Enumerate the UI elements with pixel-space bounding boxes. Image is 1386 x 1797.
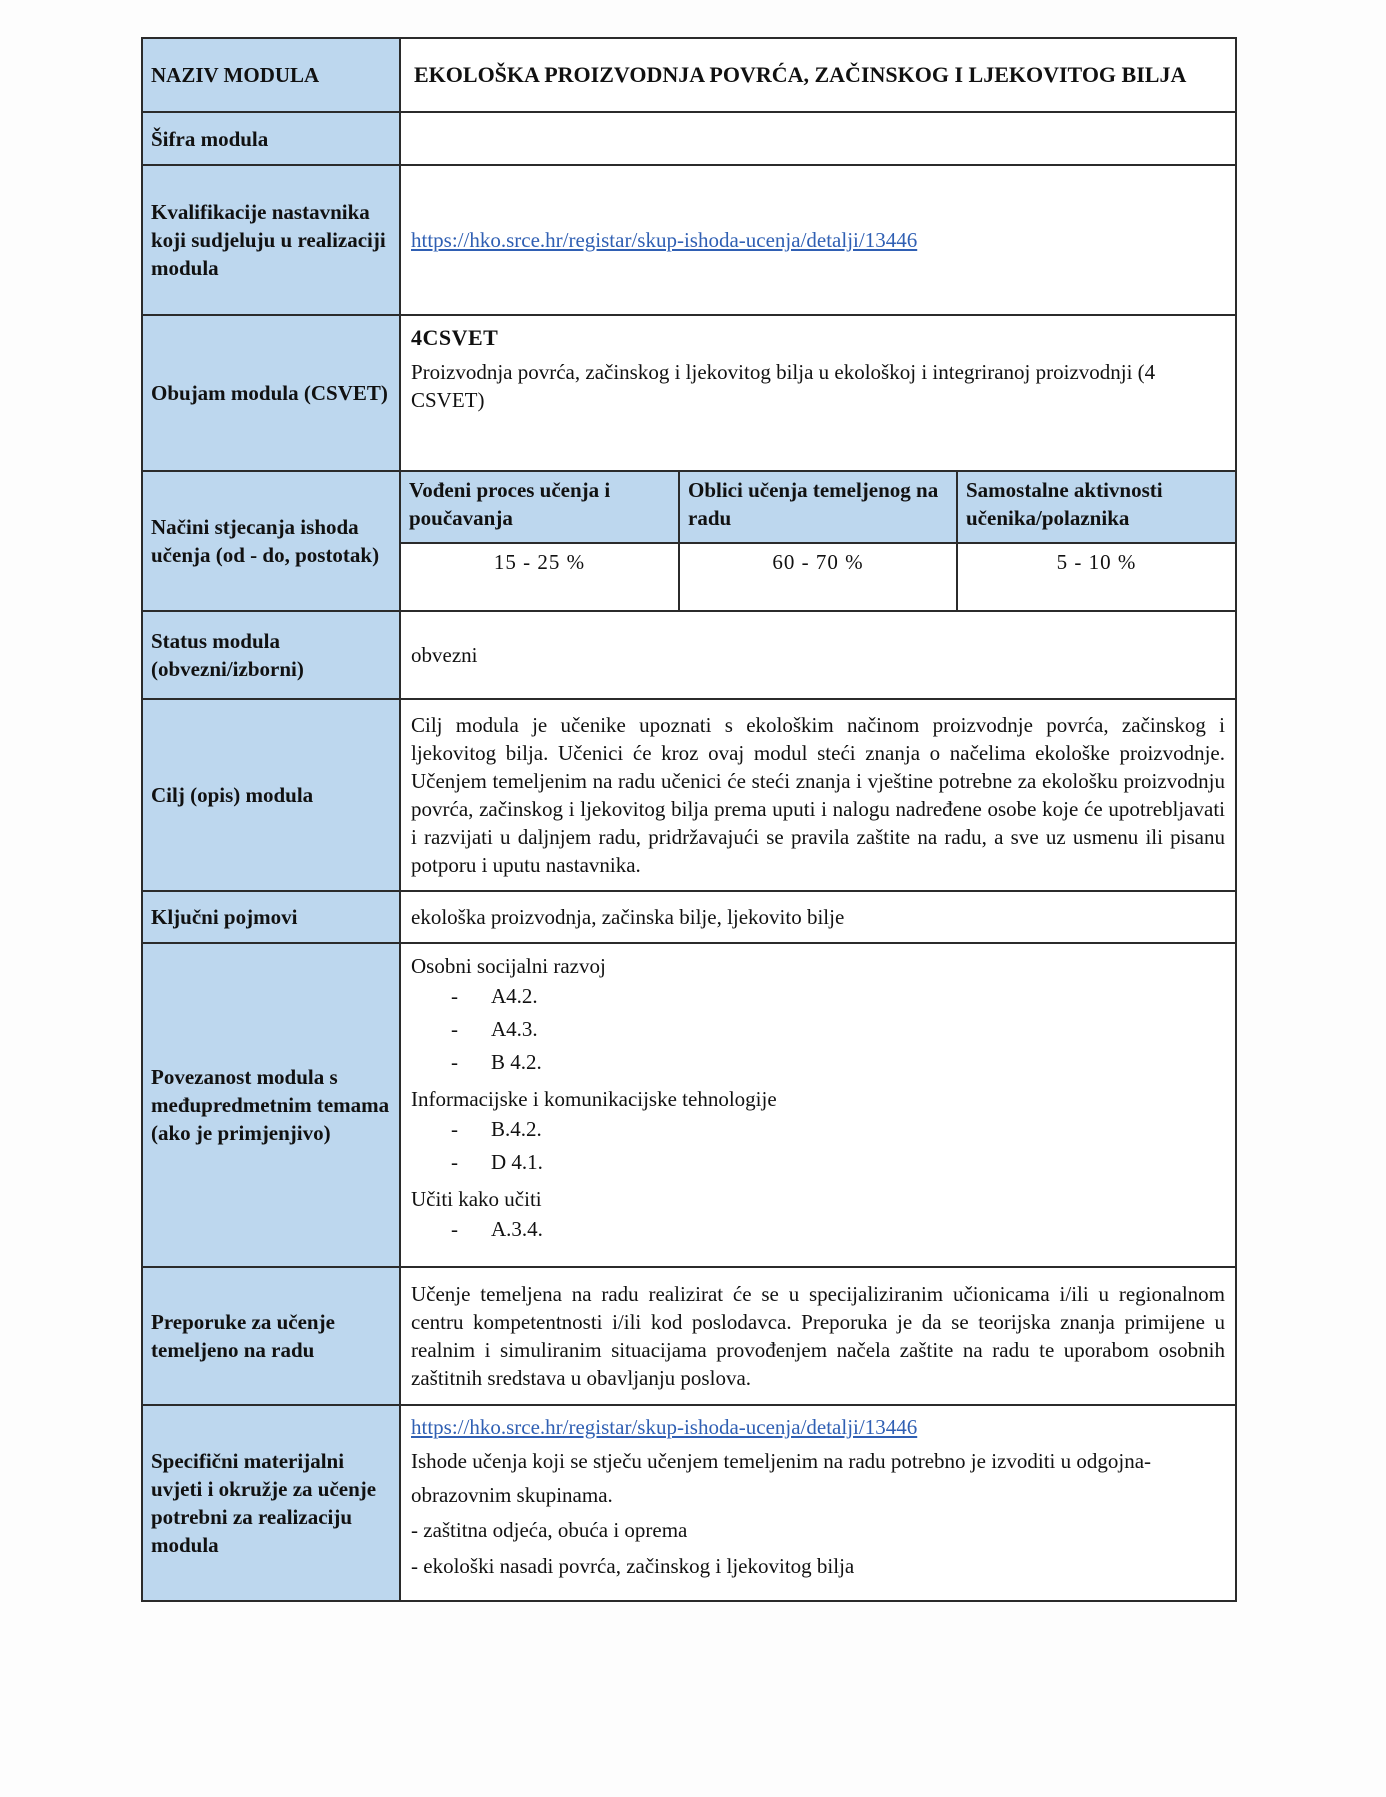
topic-title: Informacijske i komunikacijske tehnologije xyxy=(411,1087,777,1111)
dash-bullet-icon: - xyxy=(451,1017,458,1041)
list-item: - zaštitna odjeća, obuća i oprema xyxy=(411,1518,688,1542)
nacini-value: 5 - 10 % xyxy=(957,543,1235,610)
list-item: - ekološki nasadi povrća, začinskog i ljekovitog bilja xyxy=(411,1554,855,1578)
label-naziv-modula: NAZIV MODULA xyxy=(142,38,400,112)
row-kljucni-pojmovi xyxy=(142,891,1236,943)
dash-bullet-icon: - xyxy=(451,1150,458,1174)
kvalifikacije-link[interactable]: https://hko.srce.hr/registar/skup-ishoda-ucenja/detalji/13446 xyxy=(411,228,918,252)
nacini-header-row xyxy=(401,472,1235,543)
preporuke-value: Učenje temeljena na radu realizirat će se u specijaliziranim učionicama i/ili u regionalnom centru kompetentnosti i/ili kod poslodavca. Preporuka je da se teorijska znanja primijene u realnim i simuliranim situacijama provođenjem načela zaštite na radu te uporabom osobnih zaštitnih sredstava u obavljanju poslova. xyxy=(400,1267,1236,1405)
topic-list xyxy=(411,1213,1225,1246)
label-povezanost: Povezanost modula s međupredmetnim temama (ako je primjenjivo) xyxy=(142,943,400,1267)
dash-bullet-icon: - xyxy=(451,1217,458,1241)
list-item xyxy=(451,1113,1225,1146)
nacini-values-row xyxy=(401,543,1235,610)
row-obujam xyxy=(142,315,1236,471)
row-cilj xyxy=(142,699,1236,891)
label-obujam: Obujam modula (CSVET) xyxy=(142,315,400,471)
kljucni-value: ekološka proizvodnja, začinska bilje, ljekovito bilje xyxy=(400,891,1236,943)
module-table xyxy=(141,37,1237,1602)
list-item xyxy=(451,980,1225,1013)
label-preporuke: Preporuke za učenje temeljeno na radu xyxy=(142,1267,400,1405)
label-status: Status modula (obvezni/izborni) xyxy=(142,611,400,699)
nacini-value: 15 - 25 % xyxy=(401,543,679,610)
status-value: obvezni xyxy=(400,611,1236,699)
label-nacini-stjecanja: Načini stjecanja ishoda učenja (od - do, postotak) xyxy=(142,471,400,611)
topic-group xyxy=(411,1185,1225,1246)
topic-code: D 4.1. xyxy=(491,1150,543,1174)
obujam-code: 4CSVET xyxy=(411,325,499,350)
topic-title: Osobni socijalni razvoj xyxy=(411,954,606,978)
specificni-text: Ishode učenja koji se stječu učenjem temeljenim na radu potrebno je izvoditi u odgojna-obrazovnim skupinama. xyxy=(411,1449,1152,1507)
label-cilj: Cilj (opis) modula xyxy=(142,699,400,891)
topic-group xyxy=(411,1085,1225,1179)
row-specificni xyxy=(142,1405,1236,1601)
label-kljucni-pojmovi: Ključni pojmovi xyxy=(142,891,400,943)
label-sifra-modula: Šifra modula xyxy=(142,112,400,165)
row-povezanost xyxy=(142,943,1236,1267)
label-kvalifikacije: Kvalifikacije nastavnika koji sudjeluju u realizaciji modula xyxy=(142,165,400,315)
topic-code: A4.2. xyxy=(491,984,538,1008)
label-specificni: Specifični materijalni uvjeti i okružje za učenje potrebni za realizaciju modula xyxy=(142,1405,400,1601)
module-title: EKOLOŠKA PROIZVODNJA POVRĆA, ZAČINSKOG I LJEKOVITOG BILJA xyxy=(414,62,1187,87)
obujam-description: Proizvodnja povrća, začinskog i ljekovitog bilja u ekološkoj i integriranoj proizvodnji (4 CSVET) xyxy=(411,360,1156,412)
nacini-header: Samostalne aktivnosti učenika/polaznika xyxy=(957,472,1235,543)
topic-list xyxy=(411,1113,1225,1179)
row-nacini-stjecanja xyxy=(142,471,1236,611)
topic-code: B 4.2. xyxy=(491,1050,542,1074)
row-status xyxy=(142,611,1236,699)
dash-bullet-icon: - xyxy=(451,1117,458,1141)
list-item xyxy=(451,1046,1225,1079)
topic-title: Učiti kako učiti xyxy=(411,1187,542,1211)
nacini-table xyxy=(401,472,1235,610)
nacini-value: 60 - 70 % xyxy=(679,543,957,610)
cilj-value: Cilj modula je učenike upoznati s ekološkim načinom proizvodnje povrća, začinskog i ljekovitog bilja. Učenici će kroz ovaj modul steći znanja o načelima ekološke proizvodnje. Učenjem temeljenim na radu učenici će steći znanja i vještine potrebne za ekološku proizvodnju povrća, začinskog i ljekovitog bilja prema uputi i nalogu nadređene osobe koje će upotrebljavati i razvijati u daljnjem radu, pridržavajući se pravila zaštite na radu, a sve uz usmenu ili pisanu potporu i uputu nastavnika. xyxy=(400,699,1236,891)
topic-group xyxy=(411,952,1225,1079)
dash-bullet-icon: - xyxy=(451,984,458,1008)
row-preporuke xyxy=(142,1267,1236,1405)
specificni-link[interactable]: https://hko.srce.hr/registar/skup-ishoda-ucenja/detalji/13446 xyxy=(411,1415,918,1439)
nacini-header: Oblici učenja temeljenog na radu xyxy=(679,472,957,543)
row-naziv-modula xyxy=(142,38,1236,112)
list-item xyxy=(451,1013,1225,1046)
topic-code: B.4.2. xyxy=(491,1117,542,1141)
row-kvalifikacije xyxy=(142,165,1236,315)
topic-list xyxy=(411,980,1225,1079)
list-item xyxy=(451,1213,1225,1246)
topic-code: A.3.4. xyxy=(491,1217,543,1241)
dash-bullet-icon: - xyxy=(451,1050,458,1074)
topic-code: A4.3. xyxy=(491,1017,538,1041)
row-sifra-modula xyxy=(142,112,1236,165)
nacini-header: Vođeni proces učenja i poučavanja xyxy=(401,472,679,543)
sifra-value xyxy=(400,112,1236,165)
list-item xyxy=(451,1146,1225,1179)
